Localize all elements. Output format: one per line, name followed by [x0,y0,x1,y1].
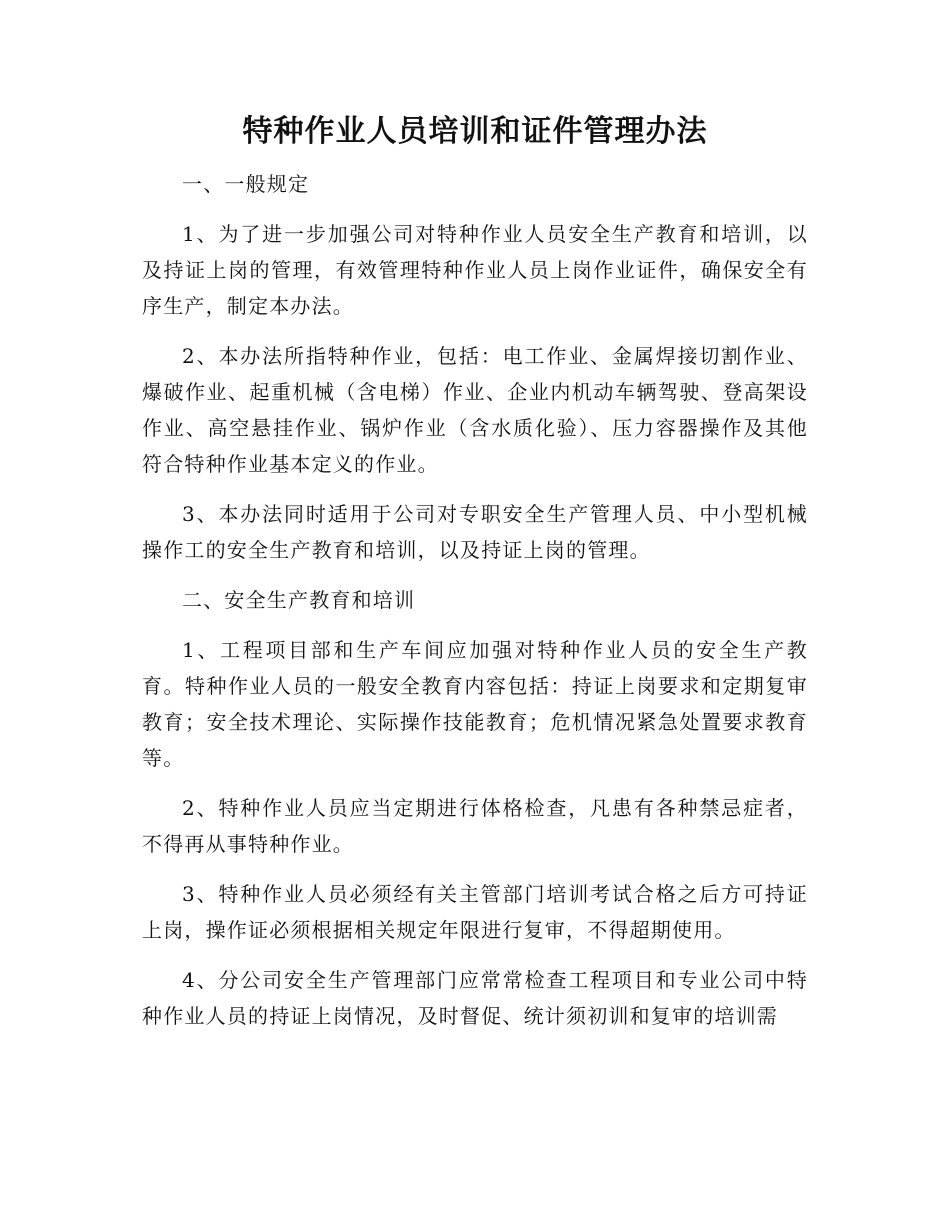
document-title: 特种作业人员培训和证件管理办法 [242,114,708,149]
paragraph: 4、分公司安全生产管理部门应常常检查工程项目和专业公司中特种作业人员的持证上岗情况，及时督促、统计须初训和复审的培训需 [142,968,808,1028]
paragraph: 2、特种作业人员应当定期进行体格检查，凡患有各种禁忌症者，不得再从事特种作业。 [142,796,808,856]
paragraph: 1、工程项目部和生产车间应加强对特种作业人员的安全生产教育。特种作业人员的一般安全教育内容包括：持证上岗要求和定期复审教育；安全技术理论、实际操作技能教育；危机情况紧急处置要求教育等。 [142,638,808,770]
paragraph: 1、为了进一步加强公司对特种作业人员安全生产教育和培训，以及持证上岗的管理，有效管理特种作业人员上岗作业证件，确保安全有序生产，制定本办法。 [142,222,808,318]
section-heading-training: 二、安全生产教育和培训 [182,588,416,612]
section-heading-general: 一、一般规定 [182,172,310,196]
paragraph: 2、本办法所指特种作业，包括：电工作业、金属焊接切割作业、爆破作业、起重机械（含电梯）作业、企业内机动车辆驾驶、登高架设作业、高空悬挂作业、锅炉作业（含水质化验）、压力容器操作及其他符合特种作业基本定义的作业。 [142,344,808,476]
paragraph: 3、特种作业人员必须经有关主管部门培训考试合格之后方可持证上岗，操作证必须根据相关规定年限进行复审，不得超期使用。 [142,882,808,942]
paragraph: 3、本办法同时适用于公司对专职安全生产管理人员、中小型机械操作工的安全生产教育和培训，以及持证上岗的管理。 [142,502,808,562]
document-body [142,166,808,1048]
